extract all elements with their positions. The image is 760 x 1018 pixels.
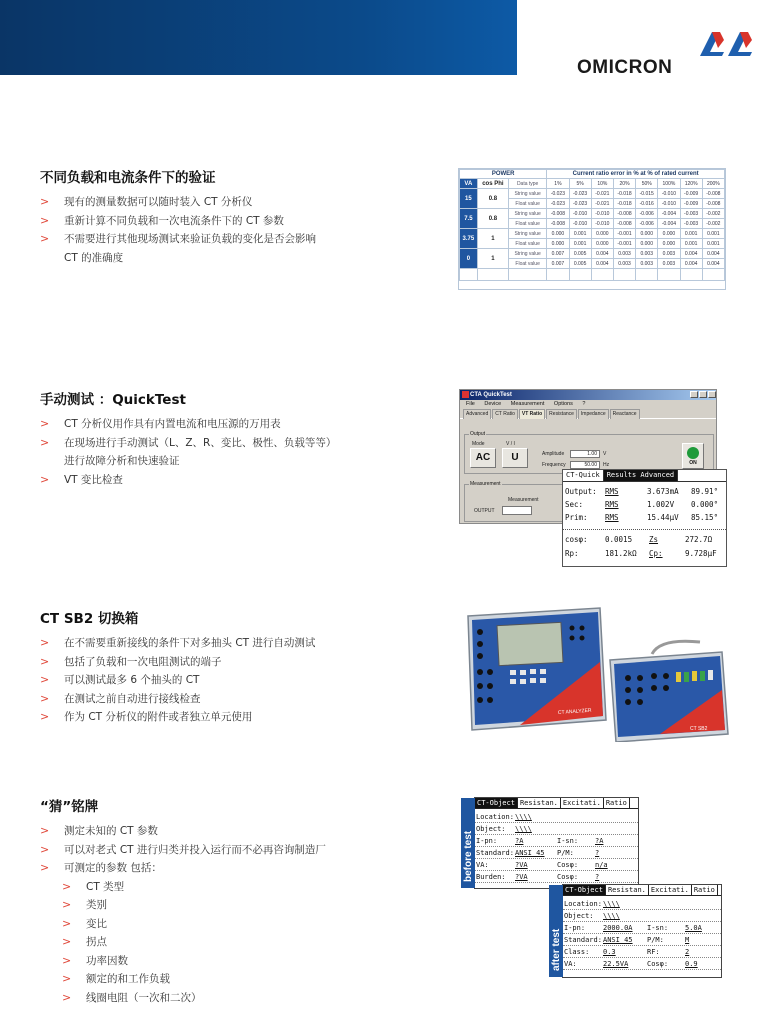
mode-label: Mode — [472, 441, 485, 447]
bullet-arrow-icon: > — [40, 654, 50, 668]
bullet-arrow-icon: > — [40, 435, 50, 449]
col-percent: 100% — [658, 179, 680, 189]
bullet-arrow-icon: > — [40, 232, 50, 245]
sub-bullet-item: > 额定的和工作负载 — [40, 970, 410, 989]
value-cell: -0.008 — [702, 199, 724, 209]
sub-bullet-item: > 线圈电阻（一次和二次） — [40, 989, 410, 1008]
tab-vt-ratio: VT Ratio — [519, 409, 545, 419]
value-cell: -0.009 — [680, 189, 702, 199]
nameplate-row: VA: ?VA Cosφ: n/a — [475, 860, 638, 871]
tab-ratio: Ratio — [692, 885, 718, 895]
nameplate-row: I-pn: ?A I-sn: ?A — [475, 836, 638, 847]
power-header: POWER — [460, 170, 547, 179]
cos-cell: 0.8 — [477, 209, 508, 229]
value-cell: -0.001 — [613, 229, 635, 239]
col-percent: 200% — [702, 179, 724, 189]
value-cell: 0.004 — [680, 259, 702, 269]
bullet-arrow-icon: > — [40, 824, 50, 837]
bullet-item: > VT 变比检查 — [40, 471, 410, 490]
value-cell: -0.023 — [569, 189, 591, 199]
va-cell: 3.75 — [460, 229, 478, 249]
nameplate-row: Class: 0.3 RF: 2 — [563, 947, 721, 958]
value-cell: -0.002 — [702, 219, 724, 229]
bullet-arrow-icon: > — [40, 417, 50, 430]
value-cell: -0.023 — [569, 199, 591, 209]
sub-bullet-item: > 变比 — [40, 915, 410, 934]
result-row: Rp: 181.2kΩ Cp: 9.728µF — [565, 549, 717, 558]
va-cell: 0 — [460, 249, 478, 269]
value-cell: -0.023 — [547, 189, 569, 199]
value-cell: -0.016 — [636, 199, 658, 209]
app-icon — [462, 391, 469, 398]
cos-cell: 0.8 — [477, 189, 508, 209]
value-cell: -0.008 — [547, 209, 569, 219]
omicron-logo-icon — [698, 26, 756, 58]
type-cell: String value — [508, 249, 546, 259]
type-cell: Float value — [508, 259, 546, 269]
frequency-label: Frequency — [542, 462, 566, 468]
value-cell: 0.000 — [591, 229, 613, 239]
output-field — [502, 506, 532, 515]
bullet-arrow-icon: > — [62, 879, 72, 893]
sub-bullet-item: > 功率因数 — [40, 952, 410, 971]
type-cell: Float value — [508, 239, 546, 249]
value-cell: -0.018 — [613, 189, 635, 199]
bullet-arrow-icon: > — [40, 213, 50, 227]
value-cell: 0.001 — [702, 239, 724, 249]
value-cell: 0.001 — [569, 229, 591, 239]
tab-ratio: Ratio — [604, 798, 630, 808]
bullet-item: > 可以对老式 CT 进行归类并投入运行而不必再咨询制造厂 — [40, 841, 410, 860]
value-cell: -0.008 — [613, 209, 635, 219]
mode-button: AC — [470, 448, 496, 468]
tab-results-advanced: Results Advanced — [604, 470, 678, 481]
bullet-item: > 可测定的参数 包括： — [40, 859, 410, 878]
bullet-arrow-icon: > — [62, 990, 72, 1004]
bullet-arrow-icon: > — [62, 916, 72, 930]
value-cell: -0.009 — [680, 199, 702, 209]
value-cell: -0.008 — [547, 219, 569, 229]
value-cell: 0.004 — [702, 249, 724, 259]
col-percent: 120% — [680, 179, 702, 189]
result-row: cosφ: 0.0015 Zs 272.7Ω — [565, 535, 713, 544]
table-row — [460, 249, 725, 259]
value-cell: 0.003 — [658, 249, 680, 259]
maximize-icon — [699, 391, 707, 398]
section-title: 手动测试 ：QuickTest — [40, 392, 186, 408]
bullet-arrow-icon: > — [40, 710, 50, 723]
table-row — [460, 189, 725, 199]
value-cell: 0.000 — [591, 239, 613, 249]
table-row — [460, 229, 725, 239]
tab-impedance: Impedance — [578, 409, 609, 419]
value-cell: -0.010 — [591, 209, 613, 219]
menu-help: ? — [582, 401, 586, 407]
col-type: Data type — [508, 179, 546, 189]
tab-ct-quick: CT-Quick — [563, 470, 604, 481]
bullet-arrow-icon: > — [62, 898, 72, 911]
value-cell: 0.001 — [680, 229, 702, 239]
menu-device: Device — [484, 401, 502, 407]
vi-label: V / I — [506, 441, 515, 447]
bullet-continuation: 进行故障分析和快速验证 — [64, 455, 180, 467]
ct-analyzer-hardware-image — [460, 602, 735, 742]
tab-excitation: Excitati. — [649, 885, 692, 895]
bullet-item: > 在不需要重新接线的条件下对多抽头 CT 进行自动测试 — [40, 634, 410, 653]
value-cell: 0.007 — [547, 249, 569, 259]
col-va: VA — [460, 179, 478, 189]
sub-bullet-item: > 拐点 — [40, 933, 410, 952]
col-percent: 10% — [591, 179, 613, 189]
value-cell: -0.004 — [658, 219, 680, 229]
after-test-banner: after test — [549, 885, 563, 977]
nameplate-row: Location: \\\\ — [475, 812, 638, 823]
value-cell: -0.021 — [591, 199, 613, 209]
value-cell: -0.015 — [636, 189, 658, 199]
value-cell: 0.003 — [658, 259, 680, 269]
value-cell: 0.000 — [658, 229, 680, 239]
nameplate-row: Standard: ANSI 45 P/M: ? — [475, 848, 638, 859]
value-cell: -0.021 — [591, 189, 613, 199]
value-cell: -0.002 — [702, 209, 724, 219]
col-percent: 20% — [613, 179, 635, 189]
tab-resistance: Resistan. — [518, 798, 561, 808]
value-cell: 0.000 — [547, 239, 569, 249]
output-field-label: OUTPUT — [474, 508, 495, 514]
ratio-error-table — [458, 168, 726, 290]
bullet-arrow-icon: > — [40, 842, 50, 856]
value-cell: 0.003 — [613, 259, 635, 269]
value-cell: 0.000 — [636, 229, 658, 239]
nameplate-after-test — [551, 884, 722, 978]
tab-strip — [460, 409, 716, 419]
nameplate-row: Burden: ?VA Cosφ: ? — [475, 872, 638, 883]
nameplate-before-test — [463, 797, 639, 889]
bullet-arrow-icon: > — [40, 691, 50, 705]
bullet-arrow-icon: > — [40, 636, 50, 649]
amplitude-input: 1.00 — [570, 450, 600, 458]
value-cell: -0.018 — [613, 199, 635, 209]
value-cell: 0.004 — [680, 249, 702, 259]
value-cell: -0.006 — [636, 209, 658, 219]
value-cell: -0.006 — [636, 219, 658, 229]
results-tabs — [563, 470, 726, 482]
device-label: CT ANALYZER — [557, 707, 592, 716]
section-title: “猜”铭牌 — [40, 799, 99, 815]
tab-ct-object: CT-Object — [563, 885, 606, 895]
header-banner — [0, 0, 517, 75]
value-cell: 0.003 — [636, 259, 658, 269]
section-title: CT SB2 切换箱 — [40, 611, 139, 627]
value-cell: -0.003 — [680, 209, 702, 219]
value-cell: -0.001 — [613, 239, 635, 249]
on-button: ON — [682, 443, 704, 469]
nameplate-row: Location: \\\\ — [563, 899, 721, 910]
bullet-arrow-icon: > — [40, 673, 50, 686]
bullet-item: > 不需要进行其他现场测试来验证负载的变化是否会影响 — [40, 230, 410, 249]
output-group: Output — [464, 434, 714, 474]
col-cos: cos Phi — [477, 179, 508, 189]
measurement-sub-label: Measurement — [508, 497, 539, 503]
tab-ct-ratio: CT Ratio — [492, 409, 518, 419]
section-guess-nameplate — [40, 795, 410, 1007]
value-cell: 0.000 — [658, 239, 680, 249]
value-cell: 0.004 — [591, 259, 613, 269]
measurement-group: Measurement — [464, 484, 714, 522]
bullet-arrow-icon: > — [40, 472, 50, 486]
nameplate-row: Object: \\\\ — [563, 911, 721, 922]
bullet-arrow-icon: > — [62, 935, 72, 948]
type-cell: String value — [508, 209, 546, 219]
tab-resistance: Resistan. — [606, 885, 649, 895]
result-row: Sec: RMS 1.002V 0.000° — [565, 500, 719, 509]
bullet-arrow-icon: > — [62, 972, 72, 985]
amplitude-unit: V — [603, 451, 607, 457]
value-cell: 0.001 — [702, 229, 724, 239]
bullet-arrow-icon: > — [40, 195, 50, 208]
value-cell: -0.010 — [591, 219, 613, 229]
brand-name: OMICRON — [577, 57, 673, 78]
value-cell: 0.007 — [547, 259, 569, 269]
cos-cell: 1 — [477, 249, 508, 269]
error-header: Current ratio error in % at % of rated current — [547, 170, 725, 179]
power-icon — [687, 447, 699, 459]
minimize-icon — [690, 391, 698, 398]
nameplate-row: Object: \\\\ — [475, 824, 638, 835]
value-cell: -0.010 — [658, 199, 680, 209]
bullet-item: > 在测试之前自动进行接线检查 — [40, 690, 410, 709]
value-cell: -0.010 — [569, 219, 591, 229]
nameplate-row: I-pn: 2000.0A I-sn: 5.0A — [563, 923, 721, 934]
value-cell: -0.004 — [658, 209, 680, 219]
type-cell: Float value — [508, 199, 546, 209]
bullet-item: > 作为 CT 分析仪的附件或者独立单元使用 — [40, 708, 410, 727]
value-cell: 0.003 — [613, 249, 635, 259]
tab-reactance: Reactance — [610, 409, 640, 419]
va-cell: 15 — [460, 189, 478, 209]
value-cell: 0.001 — [680, 239, 702, 249]
nameplate-row: VA: 22.5VA Cosφ: 0.9 — [563, 959, 721, 970]
value-cell: 0.005 — [569, 249, 591, 259]
value-cell: -0.023 — [547, 199, 569, 209]
bullet-item: > 现有的测量数据可以随时装入 CT 分析仪 — [40, 193, 410, 212]
table-row — [460, 209, 725, 219]
value-cell: -0.008 — [702, 189, 724, 199]
sub-bullet-item: > CT 类型 — [40, 878, 410, 897]
type-cell: String value — [508, 229, 546, 239]
cos-cell: 1 — [477, 229, 508, 249]
result-row: Prim: RMS 15.44µV 85.15° — [565, 513, 719, 522]
amplitude-label: Amplitude — [542, 451, 565, 457]
col-percent: 50% — [636, 179, 658, 189]
tab-excitation: Excitati. — [561, 798, 604, 808]
value-cell: -0.010 — [569, 209, 591, 219]
value-cell: -0.003 — [680, 219, 702, 229]
window-titlebar: CTA QuickTest — [460, 390, 716, 400]
nameplate-tabs — [563, 885, 721, 896]
value-cell: 0.004 — [702, 259, 724, 269]
section-title: 不同负载和电流条件下的验证 — [40, 170, 216, 186]
value-cell: 0.003 — [636, 249, 658, 259]
results-panel — [562, 469, 727, 567]
tab-advanced: Advanced — [463, 409, 491, 419]
menu-bar — [460, 400, 716, 409]
bullet-item: > 包括了负载和一次电阻测试的端子 — [40, 653, 410, 672]
before-test-banner: before test — [461, 798, 475, 888]
col-percent: 1% — [547, 179, 569, 189]
value-cell: 0.000 — [636, 239, 658, 249]
sb2-label: CT SB2 — [690, 726, 708, 732]
result-row: Output: RMS 3.673mA 89.91° — [565, 487, 719, 496]
close-icon — [708, 391, 716, 398]
bullet-arrow-icon: > — [40, 861, 50, 874]
bullet-continuation: CT 的准确度 — [64, 251, 124, 264]
value-cell: 0.004 — [591, 249, 613, 259]
value-cell: -0.008 — [613, 219, 635, 229]
type-cell: Float value — [508, 219, 546, 229]
value-cell: -0.010 — [658, 189, 680, 199]
sub-bullet-item: > 类别 — [40, 896, 410, 915]
nameplate-tabs — [475, 798, 638, 809]
divider — [563, 529, 726, 530]
va-cell: 7.5 — [460, 209, 478, 229]
frequency-input: 50.00 — [570, 461, 600, 469]
nameplate-row: Standard: ANSI 45 P/M: M — [563, 935, 721, 946]
bullet-item: > 在现场进行手动测试（L、Z、R、变比、极性、负载等等） — [40, 434, 410, 453]
value-cell: 0.000 — [547, 229, 569, 239]
frequency-unit: Hz — [603, 462, 610, 468]
section-verify — [40, 166, 410, 267]
bullet-item: > 测定未知的 CT 参数 — [40, 822, 410, 841]
bullet-item: > 重新计算不同负载和一次电流条件下的 CT 参数 — [40, 212, 410, 231]
vi-button: U — [502, 448, 528, 468]
value-cell: 0.001 — [569, 239, 591, 249]
menu-measurement: Measurement — [510, 401, 545, 407]
menu-options: Options — [553, 401, 573, 407]
tab-ct-object: CT-Object — [475, 798, 518, 808]
tab-resistance: Resistance — [546, 409, 577, 419]
bullet-arrow-icon: > — [62, 953, 72, 967]
table-row-empty — [460, 269, 725, 281]
menu-file: File — [466, 401, 475, 407]
type-cell: String value — [508, 189, 546, 199]
col-percent: 5% — [569, 179, 591, 189]
bullet-item: > 可以测试最多 6 个抽头的 CT — [40, 671, 410, 690]
section-quicktest — [40, 388, 410, 489]
value-cell: 0.005 — [569, 259, 591, 269]
bullet-item: > CT 分析仪用作具有内置电流和电压源的万用表 — [40, 415, 410, 434]
section-sb2 — [40, 607, 410, 727]
